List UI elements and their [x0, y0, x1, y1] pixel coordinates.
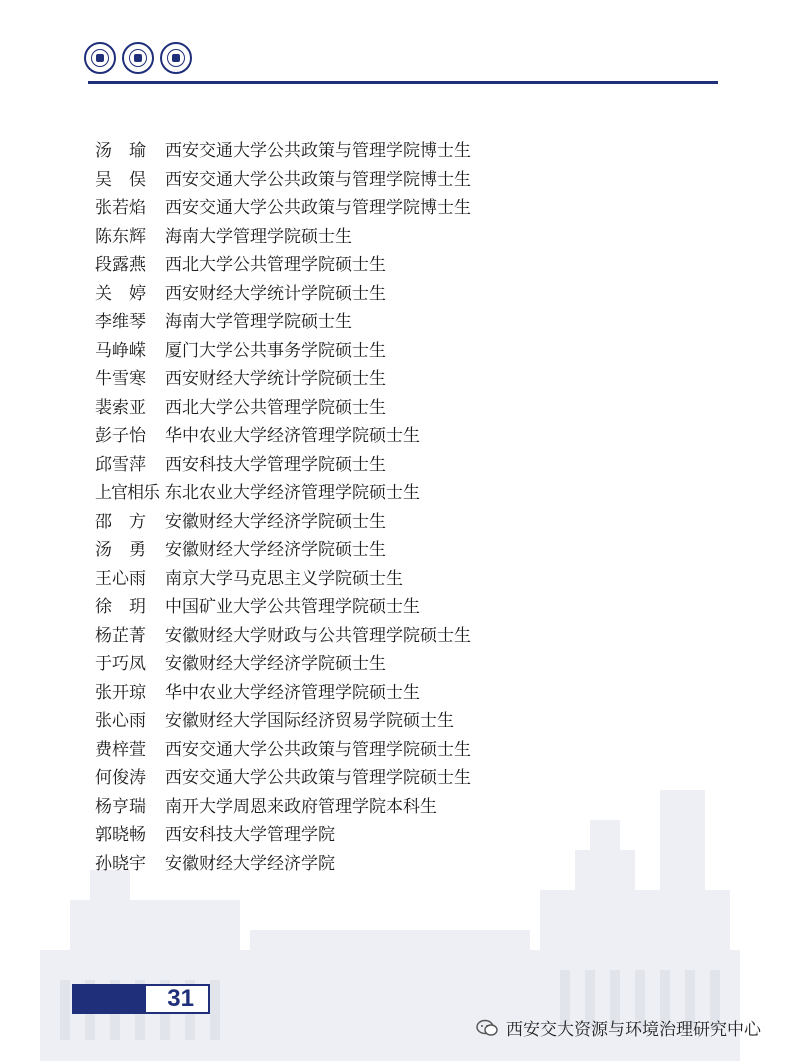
roster-name: 邵 方 — [95, 511, 146, 532]
university-logo-icon — [160, 42, 192, 74]
roster-row — [95, 536, 471, 565]
roster-affiliation: 厦门大学公共事务学院硕士生 — [165, 340, 386, 361]
roster-name: 张若焰 — [95, 198, 146, 218]
roster-name: 徐 玥 — [95, 597, 146, 617]
footer-source — [476, 1015, 761, 1040]
roster-affiliation: 中国矿业大学公共管理学院硕士生 — [165, 597, 420, 617]
roster-name: 于巧凤 — [95, 654, 146, 674]
roster-row — [95, 479, 471, 508]
roster-affiliation: 东北农业大学经济管理学院硕士生 — [165, 483, 420, 503]
roster-name: 吴 俣 — [95, 169, 146, 190]
roster-name: 邱雪萍 — [95, 454, 146, 475]
roster-affiliation: 南京大学马克思主义学院硕士生 — [165, 568, 403, 589]
roster-row — [95, 593, 471, 622]
roster-affiliation: 安徽财经大学经济学院硕士生 — [165, 654, 386, 674]
roster-name: 彭子怡 — [95, 426, 146, 446]
roster-affiliation: 安徽财经大学经济学院硕士生 — [165, 540, 386, 560]
roster-row — [95, 679, 471, 708]
roster-row — [95, 764, 471, 793]
roster-row — [95, 394, 471, 423]
roster-row — [95, 707, 471, 736]
roster-row — [95, 194, 471, 223]
roster-name: 马峥嵘 — [95, 340, 146, 361]
university-logo-icon — [84, 42, 116, 74]
roster-name: 李维琴 — [95, 312, 146, 332]
roster-affiliation: 西安交通大学公共政策与管理学院硕士生 — [165, 768, 471, 788]
roster-row — [95, 736, 471, 765]
wechat-icon — [476, 1019, 498, 1037]
roster-name: 裴索亚 — [95, 397, 146, 418]
roster-row — [95, 308, 471, 337]
roster-name: 段露燕 — [95, 255, 146, 275]
roster-affiliation: 安徽财经大学国际经济贸易学院硕士生 — [165, 711, 454, 731]
roster-name: 王心雨 — [95, 568, 146, 589]
roster-name: 关 婷 — [95, 283, 146, 304]
roster-row — [95, 280, 471, 309]
roster-row — [95, 793, 471, 822]
roster-row — [95, 223, 471, 252]
roster-name: 陈东辉 — [95, 226, 146, 247]
university-logo-icon — [122, 42, 154, 74]
roster-affiliation: 海南大学管理学院硕士生 — [165, 226, 352, 247]
roster-affiliation: 西安科技大学管理学院 — [165, 825, 335, 845]
header-divider — [88, 81, 718, 84]
page-number-box — [72, 984, 210, 1014]
roster-affiliation: 西北大学公共管理学院硕士生 — [165, 397, 386, 418]
roster-name: 孙晓宇 — [95, 853, 146, 874]
page-number-fill — [74, 986, 146, 1012]
header-logos — [84, 42, 192, 74]
roster-name: 杨芷菁 — [95, 625, 146, 646]
roster-row — [95, 166, 471, 195]
roster-name: 杨亨瑞 — [95, 796, 146, 817]
roster-name: 张心雨 — [95, 711, 146, 731]
roster-affiliation: 西安科技大学管理学院硕士生 — [165, 454, 386, 475]
roster-affiliation: 西安交通大学公共政策与管理学院博士生 — [165, 169, 471, 190]
roster-affiliation: 西安交通大学公共政策与管理学院博士生 — [165, 141, 471, 161]
roster-name: 郭晓畅 — [95, 825, 146, 845]
roster-affiliation: 西安交通大学公共政策与管理学院硕士生 — [165, 739, 471, 760]
roster-name: 张开琼 — [95, 682, 146, 703]
roster-affiliation: 西安财经大学统计学院硕士生 — [165, 283, 386, 304]
roster-row — [95, 337, 471, 366]
roster-row — [95, 622, 471, 651]
roster-name: 费梓萱 — [95, 739, 146, 760]
roster-row — [95, 508, 471, 537]
roster-name: 汤 瑜 — [95, 141, 146, 161]
roster-row — [95, 422, 471, 451]
roster-row — [95, 565, 471, 594]
roster-affiliation: 华中农业大学经济管理学院硕士生 — [165, 682, 420, 703]
roster-affiliation: 安徽财经大学经济学院 — [165, 853, 335, 874]
roster-affiliation: 南开大学周恩来政府管理学院本科生 — [165, 796, 437, 817]
roster-list — [95, 137, 471, 878]
page-number: 31 — [167, 985, 194, 1012]
roster-affiliation: 西安财经大学统计学院硕士生 — [165, 369, 386, 389]
roster-name: 何俊涛 — [95, 768, 146, 788]
roster-name: 上官相乐 — [95, 483, 159, 503]
roster-row — [95, 850, 471, 879]
roster-row — [95, 821, 471, 850]
roster-affiliation: 西安交通大学公共政策与管理学院博士生 — [165, 198, 471, 218]
roster-affiliation: 海南大学管理学院硕士生 — [165, 312, 352, 332]
roster-affiliation: 安徽财经大学经济学院硕士生 — [165, 511, 386, 532]
roster-row — [95, 650, 471, 679]
roster-row — [95, 137, 471, 166]
footer-source-text: 西安交大资源与环境治理研究中心 — [506, 1020, 761, 1040]
roster-affiliation: 华中农业大学经济管理学院硕士生 — [165, 426, 420, 446]
roster-name: 牛雪寒 — [95, 369, 146, 389]
roster-name: 汤 勇 — [95, 540, 146, 560]
roster-affiliation: 西北大学公共管理学院硕士生 — [165, 255, 386, 275]
roster-row — [95, 251, 471, 280]
roster-row — [95, 365, 471, 394]
roster-affiliation: 安徽财经大学财政与公共管理学院硕士生 — [165, 625, 471, 646]
roster-row — [95, 451, 471, 480]
